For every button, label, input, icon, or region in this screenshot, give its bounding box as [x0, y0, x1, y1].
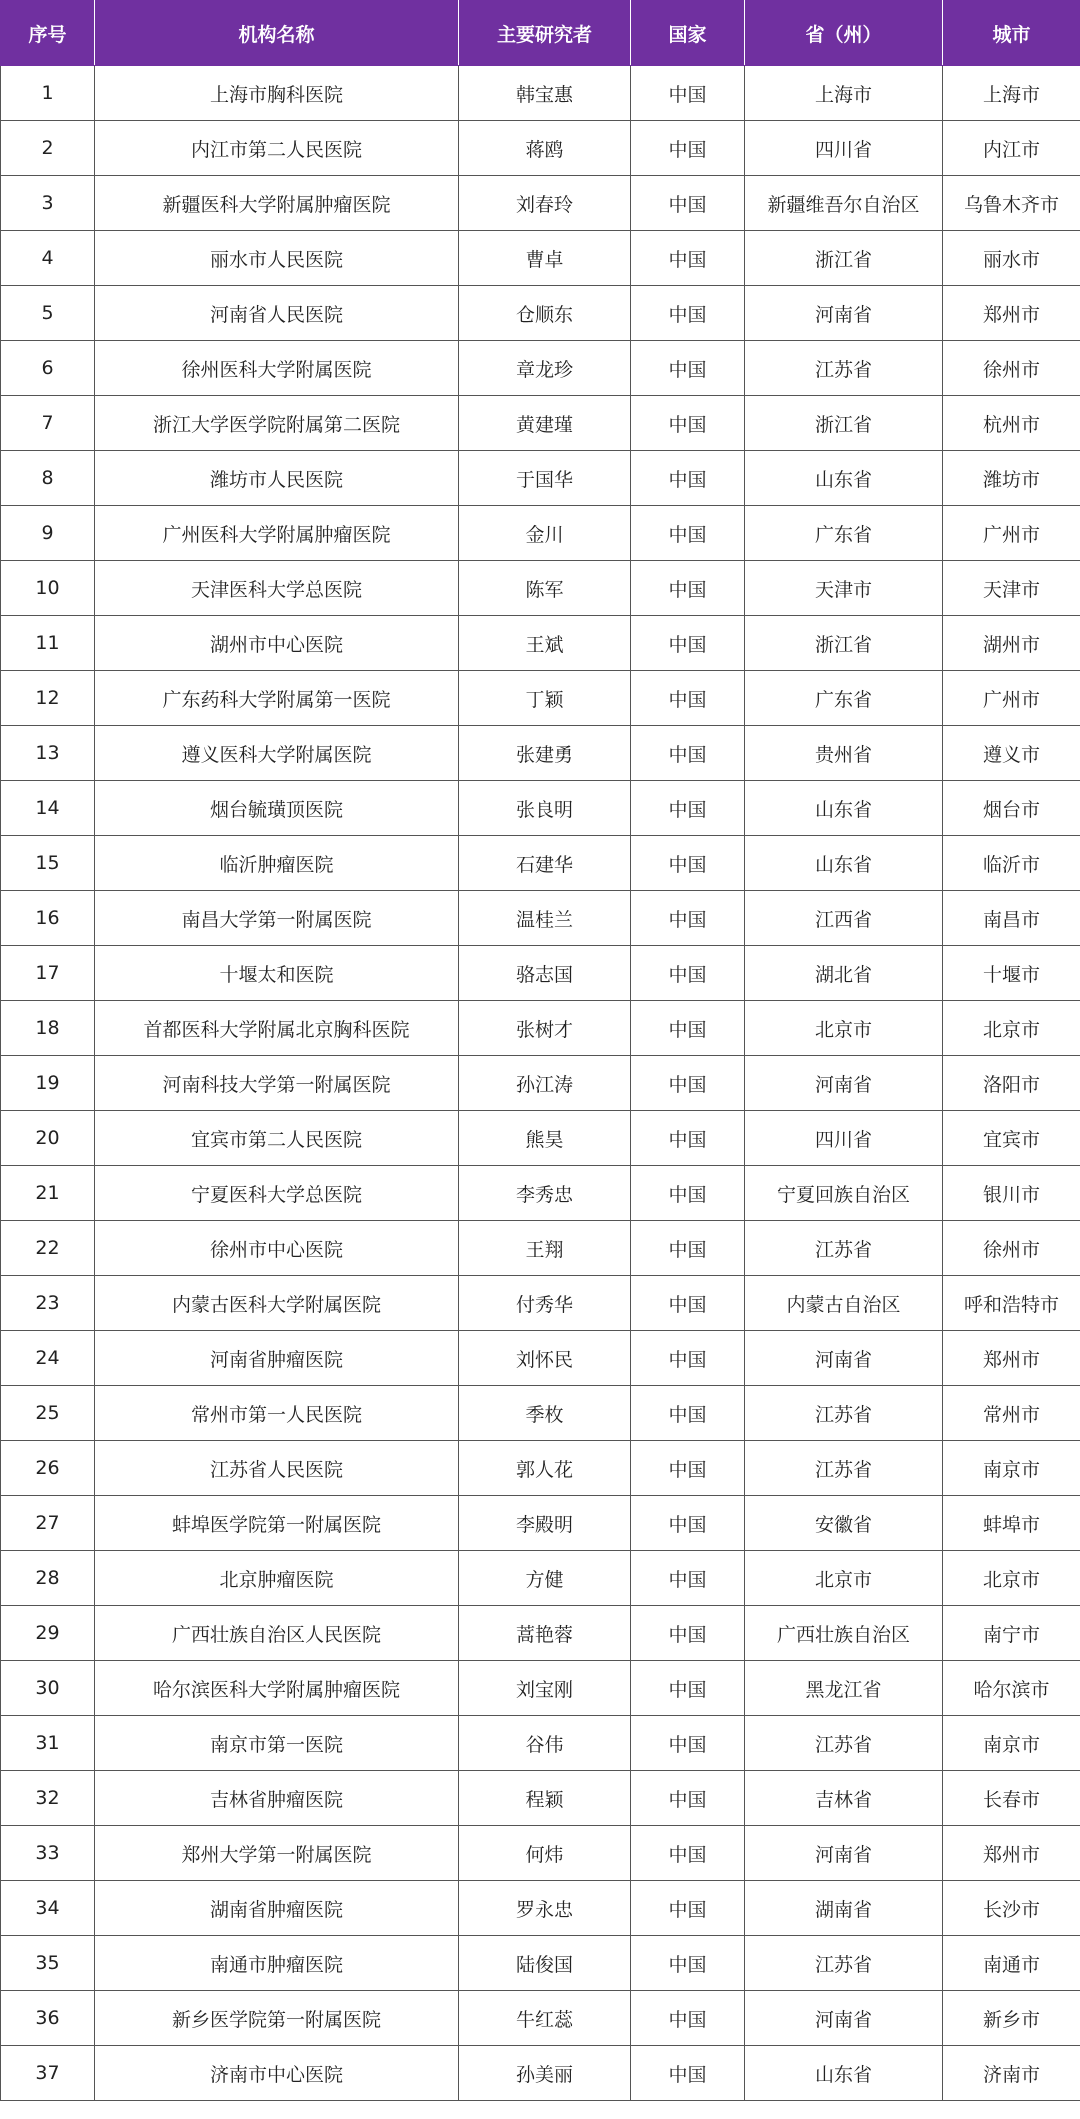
- table-row: [1, 1221, 1080, 1276]
- header-no: 序号: [1, 1, 95, 66]
- cell-city: 南昌市: [943, 891, 1080, 946]
- cell-institution: 湖南省肿瘤医院: [95, 1881, 459, 1936]
- cell-no: 4: [1, 231, 95, 286]
- cell-country: 中国: [631, 506, 745, 561]
- cell-country: 中国: [631, 396, 745, 451]
- table-row: [1, 1991, 1080, 2046]
- cell-no: 16: [1, 891, 95, 946]
- table-row: [1, 1001, 1080, 1056]
- cell-institution: 河南省人民医院: [95, 286, 459, 341]
- table-row: [1, 1936, 1080, 1991]
- cell-city: 南京市: [943, 1441, 1080, 1496]
- table-row: [1, 1496, 1080, 1551]
- table-row: [1, 1276, 1080, 1331]
- cell-institution: 南通市肿瘤医院: [95, 1936, 459, 1991]
- cell-province: 江苏省: [745, 1716, 943, 1771]
- cell-country: 中国: [631, 121, 745, 176]
- cell-investigator: 何炜: [459, 1826, 631, 1881]
- cell-country: 中国: [631, 286, 745, 341]
- cell-institution: 河南科技大学第一附属医院: [95, 1056, 459, 1111]
- cell-institution: 广西壮族自治区人民医院: [95, 1606, 459, 1661]
- cell-institution: 湖州市中心医院: [95, 616, 459, 671]
- cell-investigator: 李殿明: [459, 1496, 631, 1551]
- cell-no: 6: [1, 341, 95, 396]
- cell-country: 中国: [631, 836, 745, 891]
- cell-institution: 十堰太和医院: [95, 946, 459, 1001]
- cell-institution: 蚌埠医学院第一附属医院: [95, 1496, 459, 1551]
- cell-investigator: 石建华: [459, 836, 631, 891]
- table-row: [1, 946, 1080, 1001]
- table-row: [1, 1771, 1080, 1826]
- cell-no: 26: [1, 1441, 95, 1496]
- cell-country: 中国: [631, 451, 745, 506]
- table-row: [1, 286, 1080, 341]
- cell-no: 10: [1, 561, 95, 616]
- cell-country: 中国: [631, 1166, 745, 1221]
- cell-no: 13: [1, 726, 95, 781]
- cell-country: 中国: [631, 66, 745, 121]
- cell-city: 郑州市: [943, 1331, 1080, 1386]
- table-row: [1, 1606, 1080, 1661]
- cell-no: 31: [1, 1716, 95, 1771]
- cell-no: 19: [1, 1056, 95, 1111]
- cell-investigator: 丁颖: [459, 671, 631, 726]
- cell-city: 新乡市: [943, 1991, 1080, 2046]
- cell-city: 徐州市: [943, 341, 1080, 396]
- cell-country: 中国: [631, 1001, 745, 1056]
- table-row: [1, 781, 1080, 836]
- cell-institution: 南京市第一医院: [95, 1716, 459, 1771]
- cell-no: 36: [1, 1991, 95, 2046]
- cell-no: 20: [1, 1111, 95, 1166]
- cell-city: 临沂市: [943, 836, 1080, 891]
- table-row: [1, 561, 1080, 616]
- cell-investigator: 牛红蕊: [459, 1991, 631, 2046]
- cell-no: 32: [1, 1771, 95, 1826]
- cell-country: 中国: [631, 616, 745, 671]
- cell-province: 内蒙古自治区: [745, 1276, 943, 1331]
- cell-province: 贵州省: [745, 726, 943, 781]
- cell-province: 北京市: [745, 1001, 943, 1056]
- cell-investigator: 孙美丽: [459, 2046, 631, 2101]
- cell-province: 江苏省: [745, 1386, 943, 1441]
- cell-institution: 河南省肿瘤医院: [95, 1331, 459, 1386]
- cell-province: 广东省: [745, 506, 943, 561]
- table-row: [1, 671, 1080, 726]
- cell-institution: 新乡医学院第一附属医院: [95, 1991, 459, 2046]
- cell-country: 中国: [631, 1221, 745, 1276]
- cell-institution: 天津医科大学总医院: [95, 561, 459, 616]
- table-row: [1, 1111, 1080, 1166]
- cell-country: 中国: [631, 1936, 745, 1991]
- cell-province: 黑龙江省: [745, 1661, 943, 1716]
- cell-institution: 内蒙古医科大学附属医院: [95, 1276, 459, 1331]
- cell-country: 中国: [631, 341, 745, 396]
- cell-institution: 广州医科大学附属肿瘤医院: [95, 506, 459, 561]
- cell-city: 银川市: [943, 1166, 1080, 1221]
- cell-country: 中国: [631, 1771, 745, 1826]
- cell-province: 河南省: [745, 286, 943, 341]
- cell-city: 丽水市: [943, 231, 1080, 286]
- cell-investigator: 章龙珍: [459, 341, 631, 396]
- cell-no: 7: [1, 396, 95, 451]
- table-header-row: [1, 1, 1080, 66]
- cell-investigator: 曹卓: [459, 231, 631, 286]
- cell-province: 新疆维吾尔自治区: [745, 176, 943, 231]
- cell-institution: 遵义医科大学附属医院: [95, 726, 459, 781]
- cell-investigator: 郭人花: [459, 1441, 631, 1496]
- cell-institution: 丽水市人民医院: [95, 231, 459, 286]
- cell-province: 湖南省: [745, 1881, 943, 1936]
- cell-no: 27: [1, 1496, 95, 1551]
- cell-country: 中国: [631, 2046, 745, 2101]
- table-row: [1, 451, 1080, 506]
- table-row: [1, 1661, 1080, 1716]
- cell-no: 23: [1, 1276, 95, 1331]
- cell-province: 宁夏回族自治区: [745, 1166, 943, 1221]
- header-country: 国家: [631, 1, 745, 66]
- cell-institution: 宁夏医科大学总医院: [95, 1166, 459, 1221]
- cell-investigator: 李秀忠: [459, 1166, 631, 1221]
- cell-country: 中国: [631, 1056, 745, 1111]
- cell-country: 中国: [631, 176, 745, 231]
- cell-city: 洛阳市: [943, 1056, 1080, 1111]
- cell-no: 28: [1, 1551, 95, 1606]
- cell-no: 29: [1, 1606, 95, 1661]
- cell-investigator: 王斌: [459, 616, 631, 671]
- cell-province: 吉林省: [745, 1771, 943, 1826]
- cell-no: 18: [1, 1001, 95, 1056]
- cell-no: 3: [1, 176, 95, 231]
- cell-city: 徐州市: [943, 1221, 1080, 1276]
- table-row: [1, 1056, 1080, 1111]
- cell-no: 34: [1, 1881, 95, 1936]
- table-row: [1, 121, 1080, 176]
- cell-no: 25: [1, 1386, 95, 1441]
- cell-institution: 烟台毓璜顶医院: [95, 781, 459, 836]
- cell-city: 南通市: [943, 1936, 1080, 1991]
- cell-province: 天津市: [745, 561, 943, 616]
- cell-investigator: 金川: [459, 506, 631, 561]
- cell-no: 30: [1, 1661, 95, 1716]
- cell-province: 山东省: [745, 836, 943, 891]
- table-row: [1, 1826, 1080, 1881]
- cell-country: 中国: [631, 1551, 745, 1606]
- cell-no: 1: [1, 66, 95, 121]
- table-row: [1, 231, 1080, 286]
- cell-investigator: 付秀华: [459, 1276, 631, 1331]
- table-row: [1, 66, 1080, 121]
- cell-country: 中国: [631, 1386, 745, 1441]
- cell-investigator: 陆俊国: [459, 1936, 631, 1991]
- table-row: [1, 396, 1080, 451]
- cell-country: 中国: [631, 1826, 745, 1881]
- cell-country: 中国: [631, 1606, 745, 1661]
- cell-city: 呼和浩特市: [943, 1276, 1080, 1331]
- cell-no: 33: [1, 1826, 95, 1881]
- cell-investigator: 孙江涛: [459, 1056, 631, 1111]
- cell-no: 37: [1, 2046, 95, 2101]
- cell-institution: 徐州市中心医院: [95, 1221, 459, 1276]
- cell-province: 浙江省: [745, 616, 943, 671]
- cell-investigator: 蒋鸥: [459, 121, 631, 176]
- cell-city: 乌鲁木齐市: [943, 176, 1080, 231]
- cell-country: 中国: [631, 1496, 745, 1551]
- cell-investigator: 刘宝刚: [459, 1661, 631, 1716]
- cell-city: 宜宾市: [943, 1111, 1080, 1166]
- cell-city: 长春市: [943, 1771, 1080, 1826]
- cell-no: 11: [1, 616, 95, 671]
- cell-province: 浙江省: [745, 231, 943, 286]
- cell-city: 北京市: [943, 1551, 1080, 1606]
- table-row: [1, 836, 1080, 891]
- table-row: [1, 616, 1080, 671]
- header-investigator: 主要研究者: [459, 1, 631, 66]
- cell-province: 江苏省: [745, 1936, 943, 1991]
- cell-province: 江苏省: [745, 1441, 943, 1496]
- cell-no: 22: [1, 1221, 95, 1276]
- cell-province: 山东省: [745, 451, 943, 506]
- cell-investigator: 谷伟: [459, 1716, 631, 1771]
- cell-province: 江西省: [745, 891, 943, 946]
- cell-investigator: 张良明: [459, 781, 631, 836]
- table-row: [1, 891, 1080, 946]
- cell-investigator: 罗永忠: [459, 1881, 631, 1936]
- cell-province: 河南省: [745, 1331, 943, 1386]
- cell-city: 南京市: [943, 1716, 1080, 1771]
- cell-country: 中国: [631, 1331, 745, 1386]
- table-row: [1, 1881, 1080, 1936]
- cell-institution: 吉林省肿瘤医院: [95, 1771, 459, 1826]
- cell-province: 河南省: [745, 1991, 943, 2046]
- cell-city: 广州市: [943, 506, 1080, 561]
- cell-country: 中国: [631, 231, 745, 286]
- cell-investigator: 于国华: [459, 451, 631, 506]
- table-body: [1, 66, 1080, 2101]
- cell-country: 中国: [631, 561, 745, 616]
- header-institution: 机构名称: [95, 1, 459, 66]
- header-province: 省（州）: [745, 1, 943, 66]
- cell-investigator: 陈军: [459, 561, 631, 616]
- cell-province: 广东省: [745, 671, 943, 726]
- cell-city: 天津市: [943, 561, 1080, 616]
- table-row: [1, 1166, 1080, 1221]
- cell-province: 上海市: [745, 66, 943, 121]
- cell-province: 北京市: [745, 1551, 943, 1606]
- cell-city: 长沙市: [943, 1881, 1080, 1936]
- cell-no: 9: [1, 506, 95, 561]
- cell-province: 江苏省: [745, 341, 943, 396]
- cell-country: 中国: [631, 1991, 745, 2046]
- table-row: [1, 176, 1080, 231]
- cell-city: 潍坊市: [943, 451, 1080, 506]
- cell-institution: 徐州医科大学附属医院: [95, 341, 459, 396]
- cell-institution: 临沂肿瘤医院: [95, 836, 459, 891]
- cell-institution: 南昌大学第一附属医院: [95, 891, 459, 946]
- cell-country: 中国: [631, 1716, 745, 1771]
- cell-investigator: 蒿艳蓉: [459, 1606, 631, 1661]
- cell-investigator: 王翔: [459, 1221, 631, 1276]
- table-row: [1, 341, 1080, 396]
- cell-province: 四川省: [745, 121, 943, 176]
- table-row: [1, 1551, 1080, 1606]
- cell-investigator: 温桂兰: [459, 891, 631, 946]
- cell-institution: 新疆医科大学附属肿瘤医院: [95, 176, 459, 231]
- cell-city: 上海市: [943, 66, 1080, 121]
- cell-no: 2: [1, 121, 95, 176]
- cell-institution: 郑州大学第一附属医院: [95, 1826, 459, 1881]
- cell-province: 广西壮族自治区: [745, 1606, 943, 1661]
- cell-country: 中国: [631, 891, 745, 946]
- cell-city: 济南市: [943, 2046, 1080, 2101]
- cell-country: 中国: [631, 1661, 745, 1716]
- cell-country: 中国: [631, 1441, 745, 1496]
- cell-province: 安徽省: [745, 1496, 943, 1551]
- cell-investigator: 仓顺东: [459, 286, 631, 341]
- cell-no: 15: [1, 836, 95, 891]
- cell-country: 中国: [631, 946, 745, 1001]
- cell-institution: 上海市胸科医院: [95, 66, 459, 121]
- cell-investigator: 韩宝惠: [459, 66, 631, 121]
- cell-investigator: 刘春玲: [459, 176, 631, 231]
- cell-city: 蚌埠市: [943, 1496, 1080, 1551]
- cell-city: 内江市: [943, 121, 1080, 176]
- header-city: 城市: [943, 1, 1080, 66]
- cell-institution: 济南市中心医院: [95, 2046, 459, 2101]
- cell-no: 21: [1, 1166, 95, 1221]
- cell-no: 17: [1, 946, 95, 1001]
- cell-country: 中国: [631, 1276, 745, 1331]
- cell-no: 14: [1, 781, 95, 836]
- cell-investigator: 季枚: [459, 1386, 631, 1441]
- table-row: [1, 2046, 1080, 2101]
- cell-institution: 内江市第二人民医院: [95, 121, 459, 176]
- cell-investigator: 程颖: [459, 1771, 631, 1826]
- cell-city: 广州市: [943, 671, 1080, 726]
- cell-province: 四川省: [745, 1111, 943, 1166]
- cell-city: 遵义市: [943, 726, 1080, 781]
- cell-investigator: 骆志国: [459, 946, 631, 1001]
- cell-investigator: 刘怀民: [459, 1331, 631, 1386]
- cell-no: 12: [1, 671, 95, 726]
- cell-province: 河南省: [745, 1826, 943, 1881]
- cell-city: 十堰市: [943, 946, 1080, 1001]
- cell-investigator: 张建勇: [459, 726, 631, 781]
- table-row: [1, 1386, 1080, 1441]
- cell-city: 南宁市: [943, 1606, 1080, 1661]
- cell-institution: 北京肿瘤医院: [95, 1551, 459, 1606]
- cell-city: 郑州市: [943, 1826, 1080, 1881]
- cell-institution: 哈尔滨医科大学附属肿瘤医院: [95, 1661, 459, 1716]
- cell-city: 郑州市: [943, 286, 1080, 341]
- table-row: [1, 1716, 1080, 1771]
- table-row: [1, 726, 1080, 781]
- cell-no: 8: [1, 451, 95, 506]
- cell-institution: 广东药科大学附属第一医院: [95, 671, 459, 726]
- cell-investigator: 方健: [459, 1551, 631, 1606]
- cell-city: 哈尔滨市: [943, 1661, 1080, 1716]
- cell-city: 北京市: [943, 1001, 1080, 1056]
- cell-province: 湖北省: [745, 946, 943, 1001]
- cell-institution: 浙江大学医学院附属第二医院: [95, 396, 459, 451]
- cell-province: 江苏省: [745, 1221, 943, 1276]
- cell-province: 山东省: [745, 2046, 943, 2101]
- cell-province: 河南省: [745, 1056, 943, 1111]
- table-row: [1, 506, 1080, 561]
- cell-country: 中国: [631, 726, 745, 781]
- cell-no: 5: [1, 286, 95, 341]
- cell-investigator: 黄建瑾: [459, 396, 631, 451]
- cell-country: 中国: [631, 671, 745, 726]
- cell-city: 杭州市: [943, 396, 1080, 451]
- cell-country: 中国: [631, 1111, 745, 1166]
- cell-country: 中国: [631, 1881, 745, 1936]
- cell-province: 山东省: [745, 781, 943, 836]
- cell-institution: 常州市第一人民医院: [95, 1386, 459, 1441]
- cell-no: 24: [1, 1331, 95, 1386]
- cell-investigator: 张树才: [459, 1001, 631, 1056]
- table-row: [1, 1441, 1080, 1496]
- cell-institution: 首都医科大学附属北京胸科医院: [95, 1001, 459, 1056]
- cell-institution: 江苏省人民医院: [95, 1441, 459, 1496]
- cell-no: 35: [1, 1936, 95, 1991]
- cell-country: 中国: [631, 781, 745, 836]
- cell-investigator: 熊昊: [459, 1111, 631, 1166]
- cell-city: 湖州市: [943, 616, 1080, 671]
- cell-city: 烟台市: [943, 781, 1080, 836]
- cell-city: 常州市: [943, 1386, 1080, 1441]
- cell-institution: 潍坊市人民医院: [95, 451, 459, 506]
- cell-institution: 宜宾市第二人民医院: [95, 1111, 459, 1166]
- table-row: [1, 1331, 1080, 1386]
- cell-province: 浙江省: [745, 396, 943, 451]
